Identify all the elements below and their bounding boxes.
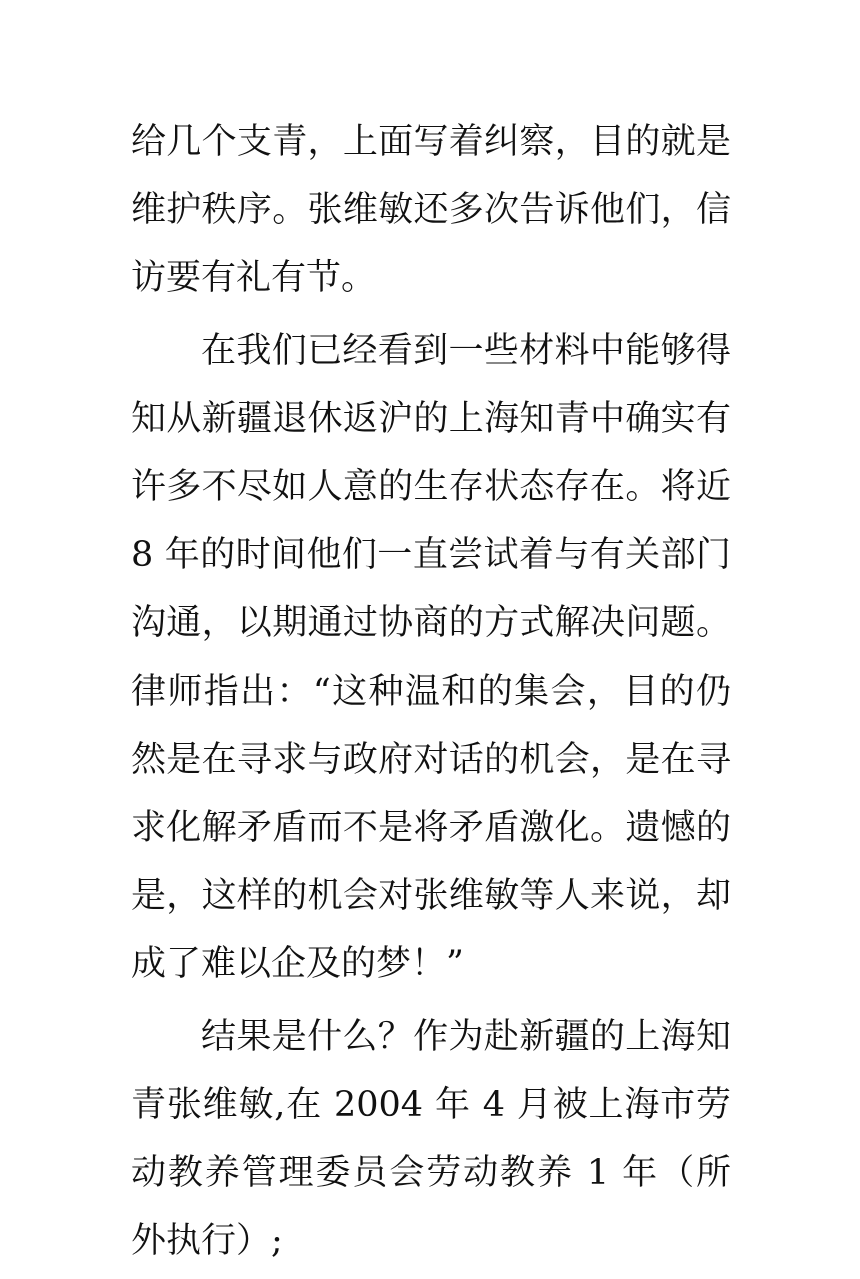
paragraph-result: 结果是什么？作为赴新疆的上海知青张维敏,在 2004 年 4 月被上海市劳动教养管理委员会劳动教养 1 年（所外执行）; (131, 1016, 731, 1262)
document-body (131, 108, 731, 1279)
paragraph-continued: 给几个支青，上面写着纠察，目的就是维护秩序。张维敏还多次告诉他们，信访要有礼有节。 (131, 122, 731, 299)
paragraph-materials: 在我们已经看到一些材料中能够得知从新疆退休返沪的上海知青中确实有许多不尽如人意的生存状态存在。将近 8 年的时间他们一直尝试着与有关部门沟通，以期通过协商的方式解决问题。律师指出：“这种温和的集会，目的仍然是在寻求与政府对话的机会，是在寻求化解矛盾而不是将矛盾激化。遗憾的是，这样的机会对张维敏等人来说，却成了难以企及的梦！” (131, 330, 731, 985)
